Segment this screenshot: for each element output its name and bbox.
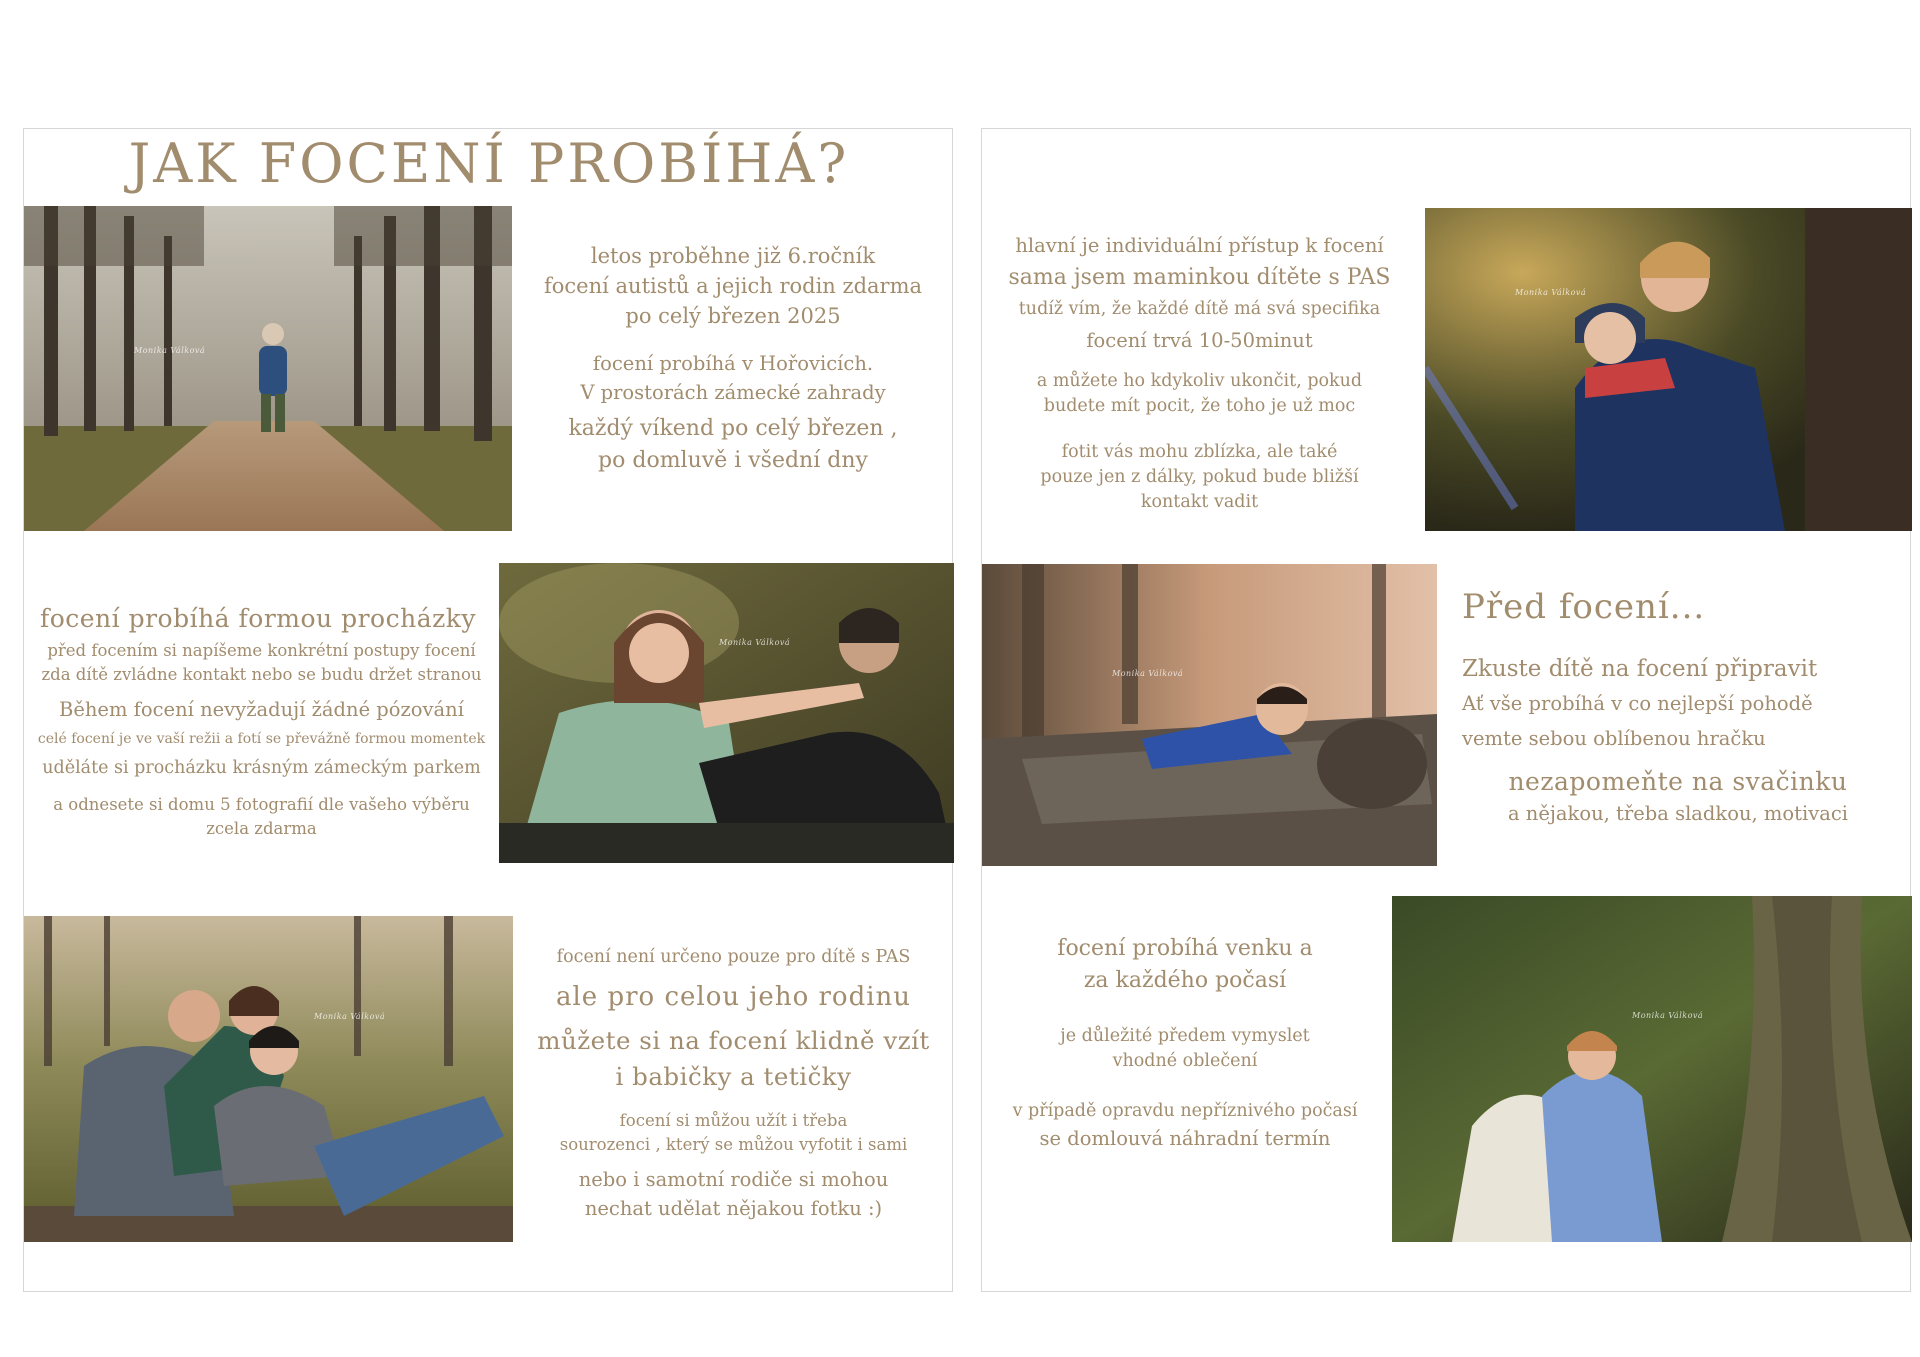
weather-line: se domlouvá náhradní termín [1039,1127,1331,1150]
page-title: JAK FOCENÍ PROBÍHÁ? [128,132,850,195]
toy-text: vemte sebou oblíbenou hračku [1462,727,1766,750]
schedule-line: každý víkend po celý březen , [568,416,898,441]
right-page [981,128,1911,1292]
family-line-1: focení není určeno pouze pro dítě s PAS [556,947,911,967]
photo-mom-hug [1425,208,1912,531]
parents-text [513,1165,954,1223]
siblings-line: sourozenci , který se můžou vyfotit i sami [559,1135,908,1154]
photos-line: a odnesete si domu 5 fotografií dle vašeho výběru [53,795,470,814]
left-page [23,128,953,1292]
end-line: a můžete ho kdykoliv ukončit, pokud [1036,371,1363,391]
park-text: uděláte si procházku krásným zámeckým parkem [42,758,481,778]
approach-text: hlavní je individuální přístup k focení [1015,234,1384,257]
photos-text [24,793,499,841]
mom-text: sama jsem maminkou dítěte s PAS [1008,265,1391,290]
photo-watermark: Monika Válková [134,346,206,355]
clothes-line: je důležité předem vymyslet [1060,1026,1310,1046]
intro-line: focení autistů a jejich rodin zdarma [544,274,922,298]
location-line: focení probíhá v Hořovicích. [592,352,874,375]
parents-line: nechat udělat nějakou fotku :) [584,1197,883,1220]
distance-line: kontakt vadit [1140,492,1259,512]
moments-text: celé focení je ve vaší režii a fotí se převážně formou momentek [37,731,486,747]
photo-watermark: Monika Válková [1632,1011,1704,1020]
location-text [512,349,954,407]
prepare-text: Zkuste dítě na focení připravit [1462,656,1818,682]
photo-tree-hug [1392,896,1912,1242]
intro-text [512,241,954,331]
distance-text [982,440,1417,515]
before-heading: Před focení... [1462,587,1706,627]
duration-text: focení trvá 10-50minut [1086,329,1313,352]
walk-line: zda dítě zvládne kontakt nebo se budu držet stranou [41,665,482,684]
intro-line: po celý březen 2025 [625,304,841,328]
photo-watermark: Monika Válková [719,638,791,647]
photo-child-alley [24,206,512,531]
photo-watermark: Monika Válková [1515,288,1587,297]
family-line: můžete si na focení klidně vzít [537,1026,930,1055]
weather-line: v případě opravdu nepříznivého počasí [1012,1101,1358,1121]
snack-text: nezapomeňte na svačinku [1508,767,1848,796]
walk-text [24,639,499,687]
weather-text [982,1099,1388,1153]
intro-line: letos proběhne již 6.ročník [590,244,876,268]
schedule-text [512,413,954,477]
family-line: i babičky a tetičky [615,1062,852,1091]
parents-line: nebo i samotní rodiče si mohou [578,1168,889,1191]
photo-girl-laughing [499,563,954,863]
end-line: budete mít pocit, že toho je už moc [1043,396,1356,416]
clothes-text [982,1024,1388,1074]
photo-watermark: Monika Válková [314,1012,386,1021]
siblings-line: focení si můžou užít i třeba [619,1111,848,1130]
schedule-line: po domluvě i všední dny [598,448,868,473]
clothes-line: vhodné oblečení [1112,1051,1258,1071]
family-line-3 [513,1023,954,1095]
distance-line: fotit vás mohu zblízka, ale také [1061,442,1338,462]
motivation-text: a nějakou, třeba sladkou, motivaci [1507,802,1849,825]
outdoor-text [982,933,1388,997]
comfort-text: Ať vše probíhá v co nejlepší pohodě [1462,692,1813,715]
specifics-text: tudíž vím, že každé dítě má svá specifika [1018,299,1381,319]
posing-text: Během focení nevyžadují žádné pózování [59,698,464,721]
photo-child-log [982,564,1437,866]
photo-watermark: Monika Válková [1112,669,1184,678]
distance-line: pouze jen z dálky, pokud bude bližší [1040,467,1359,487]
end-text [982,369,1417,419]
walk-heading: focení probíhá formou procházky [39,604,477,633]
outdoor-line: za každého počasí [1083,968,1287,993]
photo-family [24,916,513,1242]
family-line-2: ale pro celou jeho rodinu [555,982,912,1012]
photos-line: zcela zdarma [206,819,317,838]
location-line: V prostorách zámecké zahrady [580,381,886,404]
siblings-text [513,1109,954,1157]
outdoor-line: focení probíhá venku a [1057,936,1313,961]
walk-line: před focením si napíšeme konkrétní postupy focení [47,641,476,660]
